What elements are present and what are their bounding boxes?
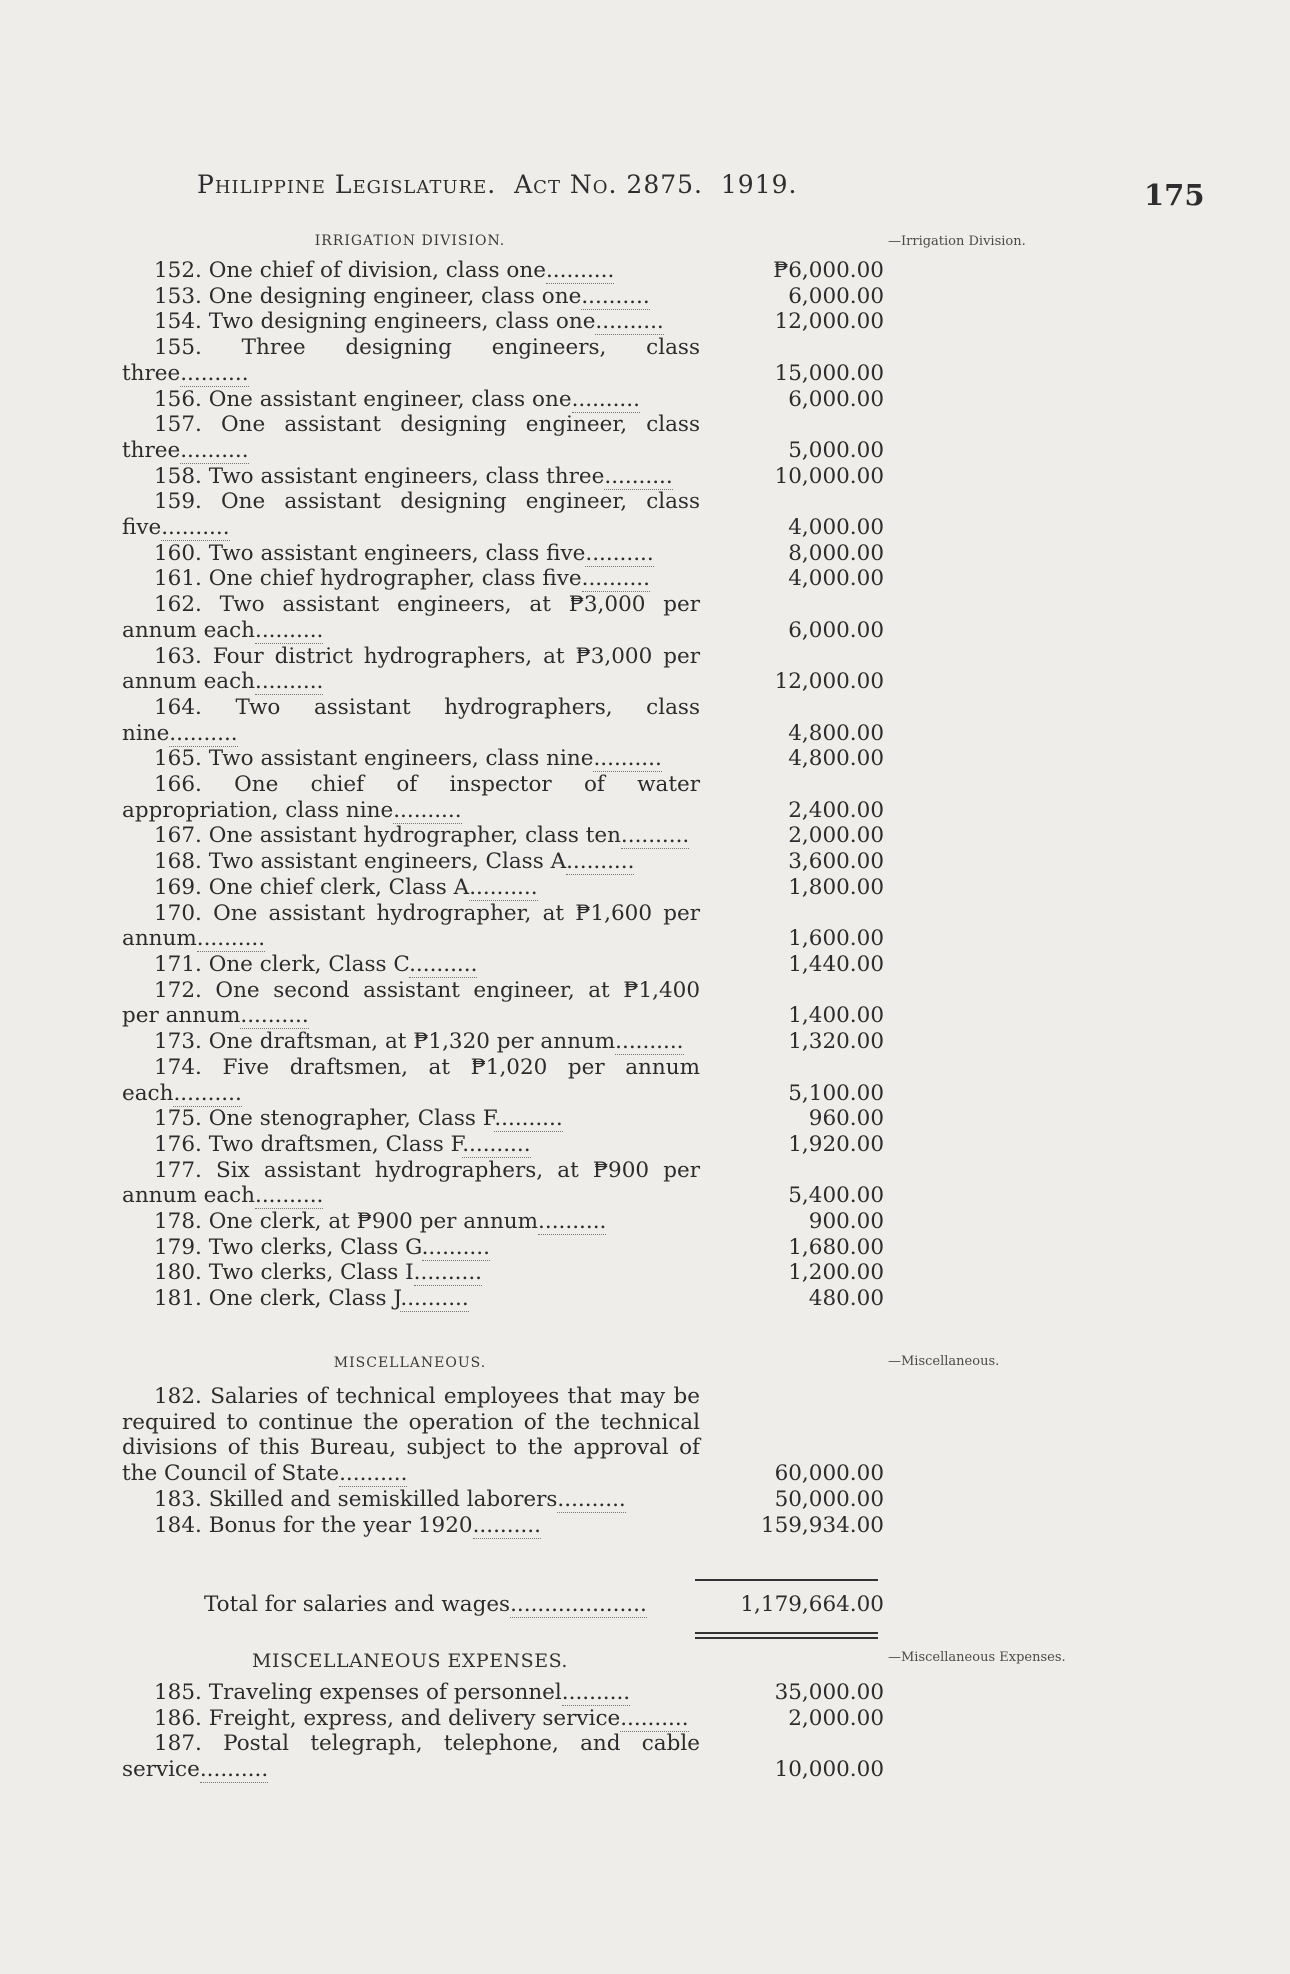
item-description: 160. Two assistant engineers, class five <box>154 540 586 566</box>
dot-leader: .......... <box>240 1003 309 1029</box>
item-description: 165. Two assistant engineers, class nine <box>154 746 594 772</box>
line-item <box>122 1286 892 1312</box>
dot-leader: .......... <box>180 437 249 463</box>
item-amount: 4,000.00 <box>788 515 884 541</box>
dot-leader: .......... <box>462 1131 531 1157</box>
item-amount: 159,934.00 <box>760 1512 884 1538</box>
item-amount: 480.00 <box>808 1286 884 1312</box>
dot-leader: .......... <box>180 360 249 386</box>
item-description: 163. Four district hydrographers, at ₱3,000 per annum each <box>122 643 700 695</box>
item-description: 154. Two designing engineers, class one <box>154 309 596 335</box>
line-item <box>122 875 892 901</box>
dot-leader: .......... <box>472 1512 541 1538</box>
act-year: 1919. <box>720 170 798 199</box>
dot-leader: .......... <box>413 1260 482 1286</box>
item-description: 171. One clerk, Class C <box>154 951 410 977</box>
line-item <box>122 1680 892 1706</box>
line-item <box>122 1260 892 1286</box>
item-description: 168. Two assistant engineers, Class A <box>154 849 567 875</box>
dot-leader: .......... <box>620 823 690 849</box>
line-item <box>122 952 892 978</box>
line-item <box>122 772 892 823</box>
item-description: 158. Two assistant engineers, class three <box>154 463 605 489</box>
item-description: 182. Salaries of technical employees that may be required to continue the operation of the technical divisions of this Bureau, subject to the approval of the Council of State <box>122 1384 700 1487</box>
item-amount: 1,680.00 <box>788 1234 884 1260</box>
item-amount: 1,800.00 <box>788 874 884 900</box>
dot-leader: .......... <box>620 1705 689 1731</box>
line-item <box>122 387 892 413</box>
item-description: 183. Skilled and semiskilled laborers <box>154 1486 558 1512</box>
line-item <box>122 489 892 540</box>
item-amount: 5,400.00 <box>788 1183 884 1209</box>
item-description: 179. Two clerks, Class G <box>154 1234 422 1260</box>
line-item <box>122 746 892 772</box>
line-item <box>122 464 892 490</box>
item-description: 152. One chief of division, class one <box>154 258 546 283</box>
item-description: 175. One stenographer, Class F <box>154 1106 495 1132</box>
item-amount: 15,000.00 <box>774 360 884 386</box>
dot-leader: .......... <box>581 566 650 592</box>
dot-leader: .......... <box>538 1209 607 1235</box>
item-amount: 6,000.00 <box>788 283 884 309</box>
line-item <box>122 978 892 1029</box>
page-number: 175 <box>1144 178 1205 212</box>
miscellaneous-heading: MISCELLANEOUS. <box>333 1355 487 1371</box>
item-amount: ₱6,000.00 <box>773 258 884 283</box>
misc-expenses-heading: MISCELLANEOUS EXPENSES. <box>252 1650 568 1672</box>
item-amount: 960.00 <box>808 1106 884 1132</box>
item-amount: 4,800.00 <box>788 720 884 746</box>
line-item <box>122 1513 892 1539</box>
item-description: 156. One assistant engineer, class one <box>154 386 572 412</box>
item-description: 184. Bonus for the year 1920 <box>154 1512 473 1538</box>
line-item <box>122 1029 892 1055</box>
dot-leader: .......... <box>585 540 654 566</box>
line-item <box>122 1106 892 1132</box>
miscellaneous-margin-note: —Miscellaneous. <box>888 1354 1000 1369</box>
dot-leader: .......... <box>199 1757 269 1783</box>
item-description: 185. Traveling expenses of personnel <box>154 1680 562 1705</box>
item-amount: 12,000.00 <box>774 669 884 695</box>
misc-expenses-items <box>122 1680 892 1783</box>
item-amount: 2,000.00 <box>788 823 884 849</box>
total-rule <box>695 1579 878 1581</box>
item-amount: 1,200.00 <box>788 1260 884 1286</box>
line-item <box>122 849 892 875</box>
item-amount: 2,000.00 <box>788 1705 884 1731</box>
item-description: 178. One clerk, at ₱900 per annum <box>154 1209 539 1235</box>
line-item <box>122 335 892 386</box>
dot-leader: .......... <box>469 874 538 900</box>
item-amount: 3,600.00 <box>788 849 884 875</box>
irrigation-items <box>122 258 892 1312</box>
line-item <box>122 1132 892 1158</box>
item-amount: 6,000.00 <box>788 617 884 643</box>
item-description: 159. One assistant designing engineer, class five <box>122 489 700 541</box>
item-description: 172. One second assistant engineer, at ₱1,400 per annum <box>122 977 700 1029</box>
item-description: 174. Five draftsmen, at ₱1,020 per annum each <box>122 1054 700 1106</box>
line-item <box>122 1706 892 1732</box>
dot-leader: .......... <box>604 463 673 489</box>
item-amount: 50,000.00 <box>774 1486 884 1512</box>
dot-leader: .......... <box>595 309 664 335</box>
line-item <box>122 695 892 746</box>
item-description: 173. One draftsman, at ₱1,320 per annum <box>154 1029 616 1055</box>
dot-leader: .......... <box>339 1461 408 1487</box>
item-description: 166. One chief of inspector of water appropriation, class nine <box>122 772 700 823</box>
item-amount: 6,000.00 <box>788 386 884 412</box>
dot-leader: .......... <box>255 669 324 695</box>
item-description: 180. Two clerks, Class I <box>154 1260 414 1286</box>
item-description: 181. One clerk, Class J <box>154 1286 401 1312</box>
item-amount: 60,000.00 <box>774 1461 884 1487</box>
dot-leader: .......... <box>545 258 615 283</box>
dot-leader: .......... <box>494 1106 563 1132</box>
item-amount: 2,400.00 <box>788 797 884 823</box>
item-amount: 1,920.00 <box>788 1131 884 1157</box>
dot-leader: .......... <box>173 1080 242 1106</box>
miscellaneous-items <box>122 1384 892 1538</box>
dot-leader: .......... <box>409 951 478 977</box>
item-amount: 1,320.00 <box>788 1029 884 1055</box>
total-double-rule <box>695 1632 878 1639</box>
line-item <box>122 284 892 310</box>
dot-leader: .......... <box>400 1286 469 1312</box>
line-item <box>122 1209 892 1235</box>
item-amount: 1,600.00 <box>788 926 884 952</box>
dot-leader: .......... <box>255 617 324 643</box>
act-number: Act No. 2875. <box>514 170 703 199</box>
item-amount: 900.00 <box>808 1209 884 1235</box>
dot-leader: .......... <box>169 720 238 746</box>
dot-leader: .......... <box>615 1029 684 1055</box>
item-description: 170. One assistant hydrographer, at ₱1,600 per annum <box>122 900 700 952</box>
total-amount: 1,179,664.00 <box>740 1592 884 1617</box>
item-amount: 35,000.00 <box>774 1680 884 1705</box>
item-description: 187. Postal telegraph, telephone, and cable service <box>122 1731 700 1783</box>
total-description: Total for salaries and wages <box>204 1592 511 1617</box>
item-description: 161. One chief hydrographer, class five <box>154 566 582 592</box>
dot-leader: .......... <box>255 1183 324 1209</box>
dot-leader: .......... <box>421 1234 490 1260</box>
line-item <box>122 566 892 592</box>
line-item <box>122 1235 892 1261</box>
item-amount: 12,000.00 <box>774 309 884 335</box>
item-amount: 8,000.00 <box>788 540 884 566</box>
line-item <box>122 1055 892 1106</box>
dot-leader: .......... <box>557 1486 626 1512</box>
item-description: 186. Freight, express, and delivery service <box>154 1705 621 1731</box>
misc-expenses-margin-note: —Miscellaneous Expenses. <box>888 1650 1066 1665</box>
line-item <box>122 541 892 567</box>
dot-leader: .......... <box>561 1680 631 1705</box>
item-description: 153. One designing engineer, class one <box>154 283 582 309</box>
item-amount: 5,100.00 <box>788 1080 884 1106</box>
running-header <box>197 170 797 199</box>
line-item <box>122 1158 892 1209</box>
item-description: 176. Two draftsmen, Class F <box>154 1131 463 1157</box>
dot-leader: .......... <box>196 926 266 952</box>
dot-leader: .......... <box>393 797 462 823</box>
item-description: 177. Six assistant hydrographers, at ₱900 per annum each <box>122 1157 700 1209</box>
line-item <box>122 823 892 849</box>
item-amount: 5,000.00 <box>788 437 884 463</box>
total-row <box>122 1592 892 1618</box>
line-item <box>122 901 892 952</box>
line-item <box>122 1731 892 1782</box>
item-description: 155. Three designing engineers, class three <box>122 335 700 386</box>
line-item <box>122 592 892 643</box>
line-item <box>122 309 892 335</box>
dot-leader: .......... <box>593 746 662 772</box>
item-amount: 1,400.00 <box>788 1003 884 1029</box>
item-amount: 10,000.00 <box>774 1757 884 1783</box>
total-item: Total for salaries and wages.................... 1,179,664.00 <box>204 1592 884 1617</box>
item-description: 169. One chief clerk, Class A <box>154 874 470 900</box>
dot-leader: .......... <box>581 283 650 309</box>
legislature-name: Philippine Legislature. <box>197 170 497 199</box>
line-item <box>122 644 892 695</box>
item-amount: 4,000.00 <box>788 566 884 592</box>
line-item <box>122 1487 892 1513</box>
item-description: 167. One assistant hydrographer, class ten <box>154 823 621 849</box>
irrigation-margin-note: —Irrigation Division. <box>888 234 1026 249</box>
line-item <box>122 412 892 463</box>
item-amount: 10,000.00 <box>774 463 884 489</box>
dot-leader: .......... <box>566 849 635 875</box>
dot-leader: .......... <box>571 386 640 412</box>
item-description: 162. Two assistant engineers, at ₱3,000 per annum each <box>122 592 700 643</box>
line-item <box>122 258 892 284</box>
item-description: 164. Two assistant hydrographers, class nine <box>122 694 700 746</box>
line-item <box>122 1384 892 1487</box>
item-description: 157. One assistant designing engineer, class three <box>122 412 700 463</box>
dot-leader: .......... <box>161 515 230 541</box>
irrigation-division-heading: IRRIGATION DIVISION. <box>314 233 506 249</box>
item-amount: 4,800.00 <box>788 746 884 772</box>
item-amount: 1,440.00 <box>788 951 884 977</box>
